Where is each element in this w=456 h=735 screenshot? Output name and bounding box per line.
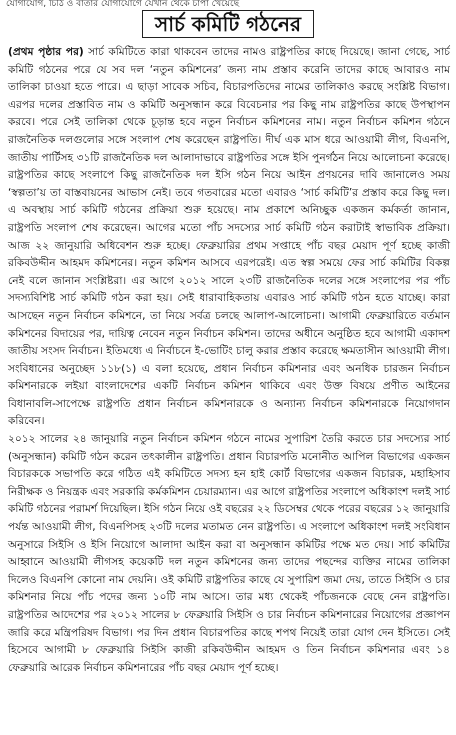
cut-off-previous-line: যোগাযোগ, চিঠি ও বার্তার যোগাযোগে যেখান থেকে চাপা খেয়েছে [6, 0, 240, 8]
headline: সার্চ কমিটি গঠনের [142, 10, 314, 38]
article-paragraph-2: ২০১২ সালের ২৪ জানুয়ারি নতুন নির্বাচন কমিশন গঠনে নামের সুপারিশ তৈরি করতে চার সদস্যের সার্চ (অনুসন্ধান) কমিটি গঠন করেন তৎকালীন রাষ্ট্রপতি। প্রধান বিচারপতি মনোনীত আপিল বিভাগের একজন বিচারককে সভাপতি করে গঠিত এই কমিটিতে সদস্য হন হাই কোর্ট বিভাগের একজন বিচারক, মহাহিসাব নিরীক্ষক ও নিয়ন্ত্রক এবং সরকারি কর্মকমিশন চেয়ারম্যান। এর আগে রাষ্ট্রপতির সংলাপে অধিকাংশ দলই সার্চ কমিটি গঠনের পরামর্শ দিয়েছিল। ইসি গঠন নিয়ে ওই বছরের ২২ ডিসেম্বর থেকে পরের বছরের ১২ জানুয়ারি পর্যন্ত আওয়ামী লীগ, বিএনপিসহ ২৩টি দলের মতামত নেন রাষ্ট্রপতি। এ সংলাপে অধিকাংশ দলই সংবিধান অনুসারে সিইসি ও ইসি নিয়োগে আলাদা আইন করা বা অনুসন্ধান কমিটির পক্ষে মত দেয়। সার্চ কমিটির আহ্বানে আওয়ামী লীগসহ কয়েকটি দল নতুন কমিশনের জন্য তাদের পছন্দের ব্যক্তির নামের তালিকা দিলেও বিএনপি কোনো নাম দেয়নি। ওই কমিটি রাষ্ট্রপতির কাছে যে সুপারিশ জমা দেয়, তাতে সিইসি ও চার কমিশনার নিয়ে পাঁচ পদের জন্য ১০টি নাম আসে। তার মধ্য থেকেই পাঁচজনকে বেছে নেন রাষ্ট্রপতি। রাষ্ট্রপতির আদেশের পর ২০১২ সালের ৮ ফেব্রুয়ারি সিইসি ও চার নির্বাচন কমিশনারের নিয়োগের প্রজ্ঞাপন জারি করে মন্ত্রিপরিষদ বিভাগ। পর দিন প্রধান বিচারপতির কাছে শপথ নিয়েই তারা যোগ দেন ইসিতে। সেই হিসেবে আগামী ৮ ফেব্রুয়ারি সিইসি কাজী রকিবউদ্দীন আহমদ ও তিন নির্বাচন কমিশনার এবং ১৪ ফেব্রুয়ারি আরেক নির্বাচন কমিশনারের পাঁচ বছর মেয়াদ পূর্ণ হচ্ছে। [8, 433, 450, 674]
article-body [8, 44, 450, 677]
headline-container [0, 10, 456, 38]
paragraph-1-text: সার্চ কমিটিতে কারা থাকবেন তাদের নামও রাষ্ট্রপতির কাছে দিয়েছে। জানা গেছে, সার্চ কমিটি গঠনের পরে যে সব দল ‘নতুন কমিশনের’ জন্য নাম প্রস্তাব করেনি তাদের কাছে আবারও নাম তালিকা চাওয়া হতে পারে। এ ছাড়া সাবেক সচিব, বিচারপতিদের নামের তালিকাও করছে সংশ্লিষ্ট বিভাগ। এরপর দলের প্রস্তাবিত নাম ও কমিটি অনুসন্ধান করে বিবেচনার পর কিছু নাম রাষ্ট্রপতির কাছে উপস্থাপন করবে। পরে সেই তালিকা থেকে চূড়ান্ত হবে নতুন নির্বাচন কমিশনের নাম। নতুন নির্বাচন কমিশন গঠনে রাজনৈতিক দলগুলোর সঙ্গে সংলাপ শেষ করেছেন রাষ্ট্রপতি। দীর্ঘ এক মাস ধরে আওয়ামী লীগ, বিএনপি, জাতীয় পার্টিসহ ৩১টি রাজনৈতিক দল আলাদাভাবে রাষ্ট্রপতির সঙ্গে ইসি পুনর্গঠন নিয়ে আলোচনা করেছে। রাষ্ট্রপতির কাছে সংলাপে কিছু রাজনৈতিক দল ইসি গঠন নিয়ে আইন প্রণয়নের দাবি জানালেও সময় ‘স্বল্পতা’য় তা বাস্তবায়নের আভাস নেই। তবে গতবারের মতো এবারও ‘সার্চ কমিটি’র প্রস্তাব করে কিছু দল। এ অবস্থায় সার্চ কমিটি গঠনের প্রক্রিয়া শুরু হয়েছে। নাম প্রকাশে অনিচ্ছুক একজন কর্মকর্তা জানান, রাষ্ট্রপতি সংলাপ শেষ করেছেন। আগের মতো পাঁচ সদস্যের সার্চ কমিটি গঠন করাটাই স্বাভাবিক প্রক্রিয়া। আজ ২২ জানুয়ারি অধিবেশন শুরু হচ্ছে। ফেব্রুয়ারির প্রথম সপ্তাহে পাঁচ বছর মেয়াদ পূর্ণ হচ্ছে কাজী রকিবউদ্দীন আহমদ কমিশনের। নতুন কমিশন আসবে এরপরেই। এত স্বল্প সময়ে ফের সার্চ কমিটির বিকল্প নেই বলে জানান সংশ্লিষ্টরা। এর আগে ২০১২ সালে ২৩টি রাজনৈতিক দলের সঙ্গে সংলাপের পর পাঁচ সদস্যবিশিষ্ট সার্চ কমিটি গঠন করা হয়। সেই ধারাবাহিকতায় এবারও সার্চ কমিটি গঠন হতে যাচ্ছে। কারা আসছেন নতুন নির্বাচন কমিশনে, তা নিয়ে সর্বত্র চলছে আলাপ-আলোচনা। আগামী ফেব্রুয়ারিতে বর্তমান কমিশনের বিদায়ের পর, দায়িত্ব নেবেন নতুন নির্বাচন কমিশন। তাদের অধীনে অনুষ্ঠিত হবে আগামী একাদশ জাতীয় সংসদ নির্বাচন। ইতিমধ্যে এ নির্বাচনে ই-ভোটিং চালু করার প্রস্তাব করেছে ক্ষমতাসীন আওয়ামী লীগ। সংবিধানের অনুচ্ছেদ ১১৮(১) এ বলা হয়েছে, প্রধান নির্বাচন কমিশনার এবং অনধিক চারজন নির্বাচন কমিশনারকে লইয়া বাংলাদেশের একটি নির্বাচন কমিশন থাকিবে এবং উক্ত বিষয়ে প্রণীত আইনের বিধানাবলি-সাপেক্ষে রাষ্ট্রপতি প্রধান নির্বাচন কমিশনারকে ও অন্যান্য নির্বাচন কমিশনারকে নিয়োগদান করিবেন। [8, 46, 450, 428]
continued-label: (প্রথম পৃষ্ঠার পর) [8, 46, 84, 58]
article-paragraph-1 [8, 44, 450, 431]
